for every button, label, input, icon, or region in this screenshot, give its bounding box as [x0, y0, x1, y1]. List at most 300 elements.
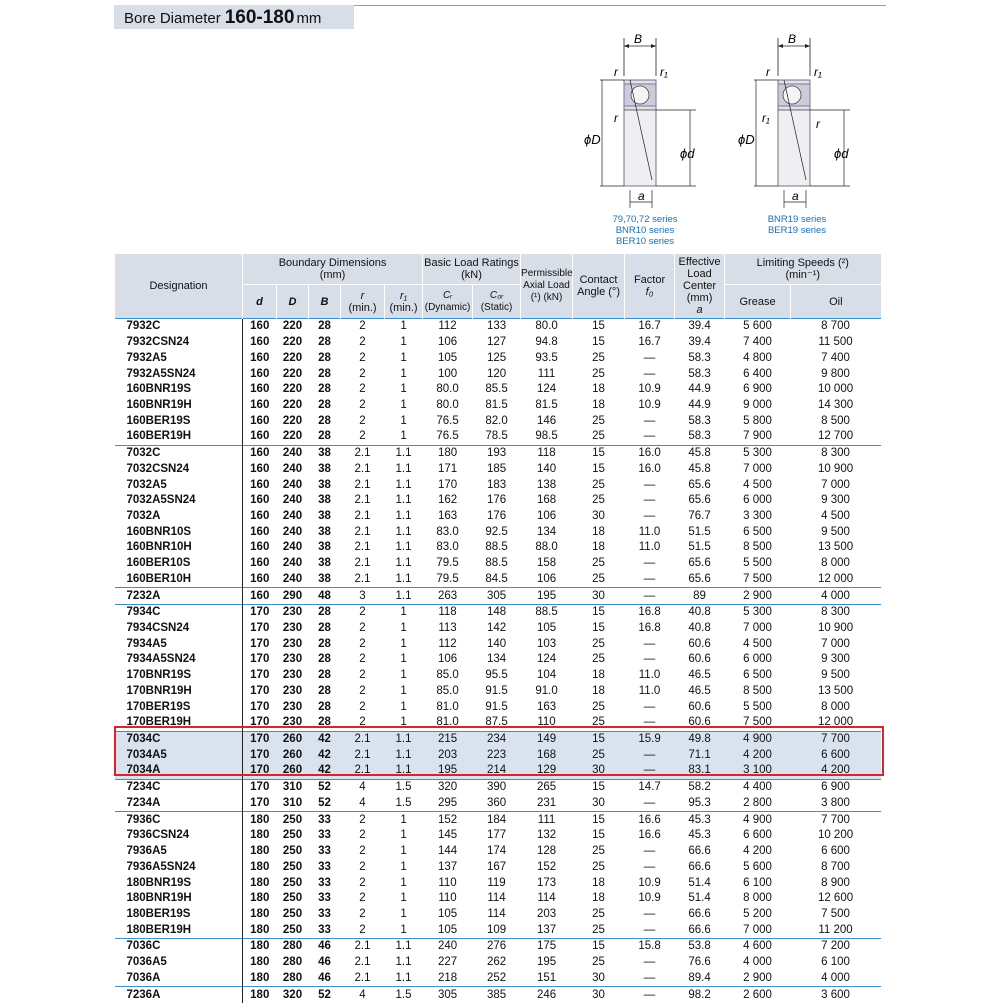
cell-oil: 6 600: [791, 747, 881, 763]
cell-axial: 104: [536, 669, 557, 682]
cell-B: 28: [318, 669, 331, 682]
cell-factor: —: [643, 509, 656, 522]
cell-D: 240: [282, 572, 303, 585]
cell-cr: 118: [423, 604, 473, 620]
table-row: [115, 398, 881, 414]
cell-r: 2: [359, 700, 366, 713]
cell-r1: 1.1: [385, 731, 423, 747]
cell-axial: 265: [521, 779, 573, 795]
cell-cor: 214: [473, 763, 521, 779]
cell-d: 180: [243, 875, 277, 891]
header-B-text: B: [320, 295, 329, 308]
cell-oil: 4 500: [821, 509, 850, 522]
cell-factor: —: [643, 700, 656, 713]
cell-d: 160: [243, 493, 277, 509]
cell-d: 180: [243, 970, 277, 986]
cell-d: 160: [243, 319, 277, 335]
top-rule: [354, 5, 886, 6]
header-r1-min: (min.): [389, 301, 418, 314]
cell-B: 28: [318, 716, 331, 729]
header-D: [277, 285, 309, 319]
cell-oil: 4 000: [791, 588, 881, 605]
cell-designation: 7034C: [115, 731, 243, 747]
table-row: [115, 828, 881, 844]
header-factor-sym: f₀: [645, 286, 654, 298]
cell-r1: 1: [400, 653, 407, 666]
cell-cor: 119: [487, 876, 506, 889]
cell-r: 4: [341, 779, 385, 795]
cell-grease: 6 900: [743, 383, 772, 396]
cell-r1: 1.1: [385, 588, 423, 605]
cell-factor: 16.6: [625, 812, 675, 828]
table-row: [115, 812, 881, 828]
cell-grease: 6 400: [743, 367, 772, 380]
cell-contact: 18: [592, 892, 605, 905]
cell-oil: 4 200: [791, 763, 881, 779]
cell-r1: 1.1: [385, 445, 423, 461]
cell-axial: 146: [536, 414, 557, 427]
cell-B: 38: [318, 541, 331, 554]
cell-r: 2.1: [341, 731, 385, 747]
cell-eff: 39.4: [675, 319, 725, 335]
cell-designation: 170BER19S: [126, 700, 191, 713]
cell-grease: 5 500: [743, 557, 772, 570]
cell-B: 52: [309, 779, 341, 795]
table-row: [115, 636, 881, 652]
table-row: [115, 366, 881, 382]
cell-r: 2: [359, 845, 366, 858]
cell-r: 2.1: [341, 763, 385, 779]
cell-factor: —: [625, 987, 675, 1003]
cell-r: 4: [341, 987, 385, 1003]
header-cr-sub: (Dynamic): [424, 301, 471, 313]
cell-cor: 87.5: [485, 716, 508, 729]
table-row: [115, 540, 881, 556]
cell-factor: —: [643, 478, 656, 491]
table-row: [115, 382, 881, 398]
cell-r: 2: [359, 622, 366, 635]
cell-r: 2: [359, 351, 366, 364]
cell-eff: 51.5: [688, 541, 711, 554]
cell-r1: 1: [400, 684, 407, 697]
cell-B: 42: [309, 747, 341, 763]
cell-cr: 110: [438, 892, 457, 905]
cell-contact: 25: [592, 414, 605, 427]
cell-designation: 7934C: [115, 604, 243, 620]
cell-factor: 14.7: [625, 779, 675, 795]
cell-grease: 2 900: [743, 971, 772, 984]
header-boundary-unit: (mm): [319, 269, 346, 281]
cell-D: 280: [282, 956, 303, 969]
cell-cr: 79.5: [436, 557, 459, 570]
cell-D: 230: [282, 637, 303, 650]
cell-axial: 132: [536, 829, 557, 842]
cell-factor: 16.8: [625, 604, 675, 620]
cell-B: 28: [309, 319, 341, 335]
table-row: [115, 763, 881, 779]
header-axial: Permissible Axial Load (¹) (kN): [521, 254, 573, 319]
cell-oil: 10 900: [817, 622, 854, 635]
cell-grease: 4 900: [725, 812, 791, 828]
cell-cr: 76.5: [436, 430, 459, 443]
cell-r1: 1: [400, 845, 407, 858]
cell-axial: 129: [521, 763, 573, 779]
cell-r1: 1: [400, 383, 407, 396]
cell-r1: 1: [400, 398, 407, 411]
cell-cr: 305: [423, 987, 473, 1003]
cell-cr: 170: [437, 478, 458, 491]
cell-r: 2: [359, 653, 366, 666]
cell-grease: 5 300: [725, 445, 791, 461]
cell-oil: 10 000: [817, 383, 854, 396]
cell-d: 180: [243, 828, 277, 844]
cell-grease: 2 900: [725, 588, 791, 605]
table-row: [115, 796, 881, 812]
cell-r1: 1.1: [395, 971, 412, 984]
cell-axial: 134: [536, 525, 557, 538]
cell-B: 46: [318, 956, 331, 969]
cell-eff: 71.1: [675, 747, 725, 763]
cell-axial: 163: [536, 700, 557, 713]
header-cr-text: Cᵣ: [442, 289, 453, 301]
cell-contact: 15: [573, 939, 625, 955]
header-load-text: Basic Load Ratings: [424, 257, 519, 269]
cell-B: 33: [318, 923, 331, 936]
cell-cor: 114: [487, 907, 506, 920]
cell-r1: 1: [400, 637, 407, 650]
table-row: [115, 524, 881, 540]
cell-factor: 10.9: [638, 892, 661, 905]
cell-D: 230: [282, 700, 303, 713]
cell-r1: 1: [400, 367, 407, 380]
cell-axial: 81.5: [535, 398, 558, 411]
cell-r1: 1.1: [385, 763, 423, 779]
cell-B: 33: [318, 892, 331, 905]
cell-eff: 44.9: [688, 383, 711, 396]
cell-D: 240: [282, 525, 303, 538]
cell-D: 260: [277, 763, 309, 779]
cell-eff: 89: [675, 588, 725, 605]
cell-cor: 305: [473, 588, 521, 605]
cell-grease: 4 200: [725, 747, 791, 763]
cell-B: 38: [309, 445, 341, 461]
cell-eff: 51.4: [688, 892, 711, 905]
cell-contact: 15: [573, 779, 625, 795]
cell-oil: 10 900: [817, 462, 854, 475]
header-boundary: [243, 254, 423, 285]
cell-r1: 1.1: [395, 462, 412, 475]
cell-axial: 103: [536, 637, 557, 650]
cell-designation: 7932A5: [126, 351, 167, 364]
cell-factor: 11.0: [638, 525, 661, 538]
cell-grease: 6 000: [743, 494, 772, 507]
cell-axial: 246: [521, 987, 573, 1003]
cell-cr: 105: [437, 923, 458, 936]
table-row: [115, 621, 881, 637]
cell-eff: 66.6: [688, 845, 711, 858]
cell-axial: 110: [537, 716, 556, 729]
cell-factor: 16.0: [638, 462, 661, 475]
cell-cor: 167: [486, 860, 507, 873]
cell-contact: 18: [592, 541, 605, 554]
cell-D: 310: [277, 779, 309, 795]
cell-eff: 45.8: [675, 445, 725, 461]
cell-r: 2.1: [354, 572, 371, 585]
cell-oil: 14 300: [817, 398, 854, 411]
cell-oil: 8 500: [821, 414, 850, 427]
cell-r: 2: [359, 383, 366, 396]
cell-designation: 160BNR19S: [126, 383, 192, 396]
cell-r1: 1.1: [395, 956, 412, 969]
cell-oil: 12 000: [817, 716, 854, 729]
cell-d: 170: [243, 636, 277, 652]
cell-B: 28: [309, 604, 341, 620]
table-row: [115, 350, 881, 366]
cell-d: 180: [243, 987, 277, 1003]
cell-contact: 25: [592, 653, 605, 666]
cell-designation: 7936A5SN24: [126, 860, 196, 873]
label-a: a: [638, 189, 645, 203]
header-eff-text: Effective Load Center (mm): [678, 256, 721, 304]
cell-B: 28: [318, 383, 331, 396]
cell-r: 2: [359, 829, 366, 842]
cell-d: 160: [243, 445, 277, 461]
cell-cor: 234: [473, 731, 521, 747]
cell-r: 2.1: [354, 478, 371, 491]
cell-axial: 124: [536, 653, 557, 666]
cell-factor: —: [643, 907, 656, 920]
cell-grease: 4 900: [725, 731, 791, 747]
cell-cr: 100: [437, 367, 458, 380]
cell-eff: 83.1: [675, 763, 725, 779]
cell-B: 28: [318, 653, 331, 666]
spec-table-body: [115, 319, 881, 1003]
cell-eff: 51.5: [688, 525, 711, 538]
cell-grease: 3 300: [743, 509, 772, 522]
cell-grease: 4 800: [743, 351, 772, 364]
cell-grease: 4 200: [743, 845, 772, 858]
table-row: [115, 955, 881, 971]
cell-r: 2.1: [354, 956, 371, 969]
cell-r: 2: [341, 812, 385, 828]
cell-grease: 7 500: [743, 572, 772, 585]
cell-d: 160: [243, 556, 277, 572]
cell-cor: 134: [486, 653, 507, 666]
cell-cr: 81.0: [436, 716, 459, 729]
cell-r1: 1: [400, 876, 407, 889]
header-r1-text: r₁: [399, 289, 408, 302]
title-unit: mm: [296, 10, 322, 27]
cell-cr: 163: [437, 509, 458, 522]
cell-factor: —: [643, 572, 656, 585]
cell-grease: 6 500: [743, 669, 772, 682]
cell-oil: 9 500: [821, 669, 850, 682]
cell-designation: 7936CSN24: [126, 829, 190, 842]
cell-contact: 30: [592, 509, 605, 522]
cell-cr: 137: [437, 860, 458, 873]
cell-designation: 7932C: [115, 319, 243, 335]
cell-axial: 195: [521, 588, 573, 605]
cell-B: 28: [318, 430, 331, 443]
cell-grease: 4 600: [725, 939, 791, 955]
cell-cr: 79.5: [436, 572, 459, 585]
label-phi-d: ϕd: [834, 146, 849, 161]
cell-r1: 1.1: [395, 525, 412, 538]
header-B: [309, 285, 341, 319]
cell-B: 28: [318, 336, 331, 349]
cell-axial: 203: [536, 907, 557, 920]
cell-grease: 6 000: [743, 653, 772, 666]
cell-d: 170: [243, 652, 277, 668]
cell-designation: 7934CSN24: [126, 622, 190, 635]
cell-factor: —: [625, 763, 675, 779]
cell-axial: 168: [521, 747, 573, 763]
label-r1-mid: r₁: [762, 111, 770, 125]
cell-cr: 240: [423, 939, 473, 955]
series-label-right: [742, 214, 852, 236]
cell-grease: 6 600: [743, 829, 772, 842]
cell-d: 160: [243, 366, 277, 382]
cell-B: 33: [318, 876, 331, 889]
cell-B: 42: [309, 763, 341, 779]
header-speed: [725, 254, 881, 285]
table-row: [115, 844, 881, 860]
cell-cor: 276: [473, 939, 521, 955]
cell-D: 240: [282, 557, 303, 570]
cell-oil: 7 200: [791, 939, 881, 955]
cell-D: 240: [282, 541, 303, 554]
cell-B: 52: [318, 796, 331, 809]
cell-r1: 1.5: [395, 796, 412, 809]
cell-D: 240: [282, 494, 303, 507]
cell-grease: 3 100: [725, 763, 791, 779]
cell-designation: 180BER19S: [126, 907, 191, 920]
header-cr: [423, 285, 473, 319]
cell-factor: —: [643, 923, 656, 936]
cell-cr: 83.0: [436, 525, 459, 538]
cell-eff: 95.3: [688, 796, 711, 809]
cell-r1: 1: [400, 716, 407, 729]
header-load-unit: (kN): [461, 269, 482, 281]
cell-r: 2.1: [341, 939, 385, 955]
cell-cr: 320: [423, 779, 473, 795]
cell-grease: 5 600: [725, 319, 791, 335]
table-row: [115, 699, 881, 715]
cell-contact: 15: [573, 445, 625, 461]
cell-cr: 106: [437, 653, 458, 666]
table-row: [115, 779, 881, 795]
table-row: [115, 715, 881, 731]
label-b: B: [788, 32, 797, 46]
table-row: [115, 319, 881, 335]
cell-designation: 7032CSN24: [126, 462, 190, 475]
cell-cr: 162: [437, 494, 458, 507]
cell-grease: 8 500: [743, 541, 772, 554]
cell-designation: 180BER19H: [126, 923, 192, 936]
cell-D: 280: [277, 939, 309, 955]
cell-r: 2.1: [354, 509, 371, 522]
cell-axial: 114: [537, 892, 556, 905]
cell-contact: 25: [592, 557, 605, 570]
cell-r1: 1.1: [395, 541, 412, 554]
cell-designation: 170BER19H: [126, 716, 192, 729]
cell-d: 160: [243, 588, 277, 605]
cell-r1: 1: [400, 336, 407, 349]
cell-r: 2: [359, 716, 366, 729]
cell-contact: 30: [573, 588, 625, 605]
cell-axial: 106: [536, 509, 557, 522]
table-row: [115, 493, 881, 509]
cell-oil: 3 600: [791, 987, 881, 1003]
cell-r1: 1: [400, 923, 407, 936]
cell-contact: 15: [592, 462, 605, 475]
cell-r: 2: [359, 398, 366, 411]
cell-D: 290: [277, 588, 309, 605]
cell-contact: 15: [592, 622, 605, 635]
table-row: [115, 922, 881, 938]
cell-D: 220: [282, 398, 303, 411]
cell-oil: 8 700: [821, 860, 850, 873]
series-line: 79,70,72 series: [612, 214, 678, 225]
series-line: BNR19 series: [767, 214, 827, 225]
cell-eff: 60.6: [688, 700, 711, 713]
cell-oil: 8 000: [821, 557, 850, 570]
cell-factor: 10.9: [638, 383, 661, 396]
cell-r: 2: [359, 923, 366, 936]
cell-cor: 140: [486, 637, 507, 650]
cell-cor: 133: [473, 319, 521, 335]
cell-axial: 88.5: [521, 604, 573, 620]
cell-contact: 30: [573, 763, 625, 779]
cell-factor: —: [643, 414, 656, 427]
cell-d: 160: [243, 335, 277, 351]
table-row: [115, 477, 881, 493]
cell-cor: 174: [486, 845, 507, 858]
cell-factor: —: [643, 653, 656, 666]
header-cor-text: C₀ᵣ: [489, 289, 504, 301]
cell-cr: 105: [437, 907, 458, 920]
cell-cr: 227: [437, 956, 458, 969]
cell-r1: 1.1: [395, 572, 412, 585]
cell-oil: 11 500: [818, 336, 853, 349]
cell-oil: 7 000: [821, 637, 850, 650]
cell-d: 170: [243, 747, 277, 763]
cell-contact: 25: [592, 956, 605, 969]
cell-factor: 10.9: [638, 876, 661, 889]
cell-B: 52: [309, 987, 341, 1003]
cell-cr: 171: [437, 462, 458, 475]
cell-d: 160: [243, 382, 277, 398]
cell-D: 230: [282, 622, 303, 635]
series-line: BNR10 series: [615, 225, 675, 236]
cell-factor: 16.6: [638, 829, 661, 842]
cell-cor: 223: [473, 747, 521, 763]
cell-cor: 114: [487, 892, 506, 905]
cell-cor: 252: [486, 971, 507, 984]
cell-r1: 1: [400, 700, 407, 713]
cell-grease: 5 800: [743, 414, 772, 427]
header-factor: [625, 254, 675, 319]
cell-r: 2: [359, 684, 366, 697]
title-prefix: Bore Diameter: [124, 10, 221, 27]
cell-r: 2: [341, 604, 385, 620]
cell-D: 260: [277, 731, 309, 747]
header-cor-sub: (Static): [480, 301, 513, 313]
cell-r1: 1.5: [385, 987, 423, 1003]
cell-eff: 89.4: [688, 971, 711, 984]
label-r-top: r: [614, 65, 618, 79]
cell-eff: 58.3: [688, 367, 711, 380]
